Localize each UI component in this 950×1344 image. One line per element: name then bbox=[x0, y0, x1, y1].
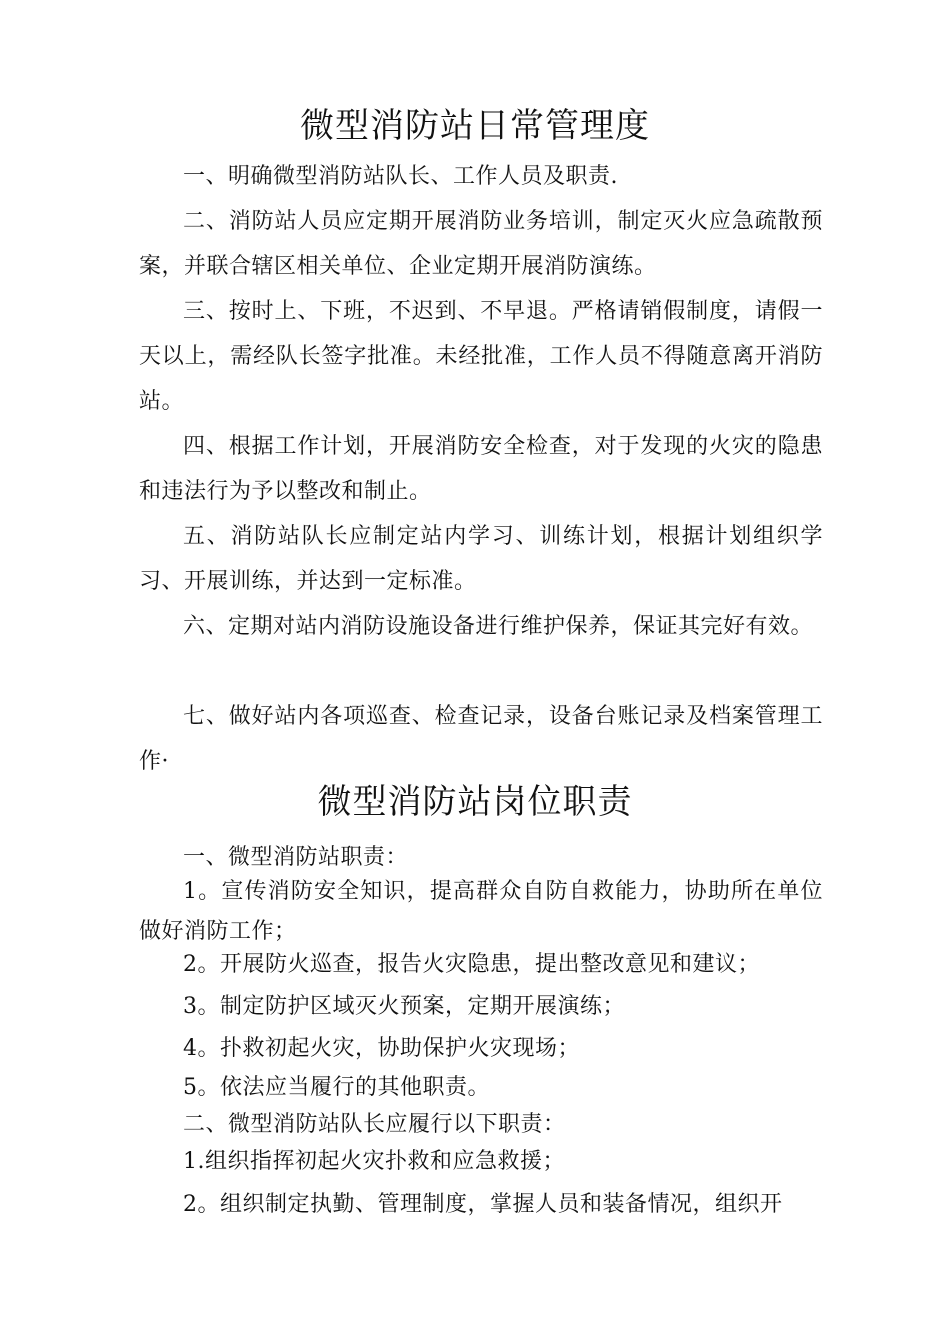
duty-item: 1。宣传消防安全知识，提高群众自防自救能力，协助所在单位做好消防工作； bbox=[139, 879, 823, 944]
duty-heading-captain: 二、微型消防站队长应履行以下职责： bbox=[183, 1112, 566, 1137]
duty-item: 2。开展防火巡查，报告火灾隐患，提出整改意见和建议； bbox=[183, 952, 760, 977]
duty-item: 3。制定防护区域灭火预案，定期开展演练； bbox=[183, 994, 625, 1019]
duty-item: 4。扑救初起火灾，协助保护火灾现场； bbox=[183, 1036, 580, 1061]
paragraph-1: 一、明确微型消防站队长、工作人员及职责. bbox=[183, 164, 618, 189]
paragraph-7: 七、做好站内各项巡查、检查记录，设备台账记录及档案管理工作· bbox=[139, 704, 823, 774]
paragraph-2: 二、消防站人员应定期开展消防业务培训，制定灭火应急疏散预案，并联合辖区相关单位、企业定期开展消防演练。 bbox=[139, 209, 823, 279]
document-title-daily-management: 微型消防站日常管理度 bbox=[300, 106, 650, 146]
paragraph-6: 六、定期对站内消防设施设备进行维护保养，保证其完好有效。 bbox=[183, 614, 814, 639]
duty-item: 5。依法应当履行的其他职责。 bbox=[183, 1075, 490, 1100]
duty-heading-station: 一、微型消防站职责： bbox=[183, 845, 409, 870]
duty-item: 1.组织指挥初起火灾扑救和应急救援； bbox=[183, 1149, 565, 1174]
paragraph-5: 五、消防站队长应制定站内学习、训练计划，根据计划组织学习、开展训练，并达到一定标准。 bbox=[139, 524, 823, 594]
paragraph-4: 四、根据工作计划，开展消防安全检查，对于发现的火灾的隐患和违法行为予以整改和制止。 bbox=[139, 434, 823, 504]
document-title-job-duties: 微型消防站岗位职责 bbox=[317, 782, 633, 822]
paragraph-3: 三、按时上、下班，不迟到、不早退。严格请销假制度，请假一天以上，需经队长签字批准。未经批准，工作人员不得随意离开消防站。 bbox=[139, 299, 823, 414]
duty-item: 2。组织制定执勤、管理制度，掌握人员和装备情况，组织开 bbox=[183, 1192, 783, 1217]
